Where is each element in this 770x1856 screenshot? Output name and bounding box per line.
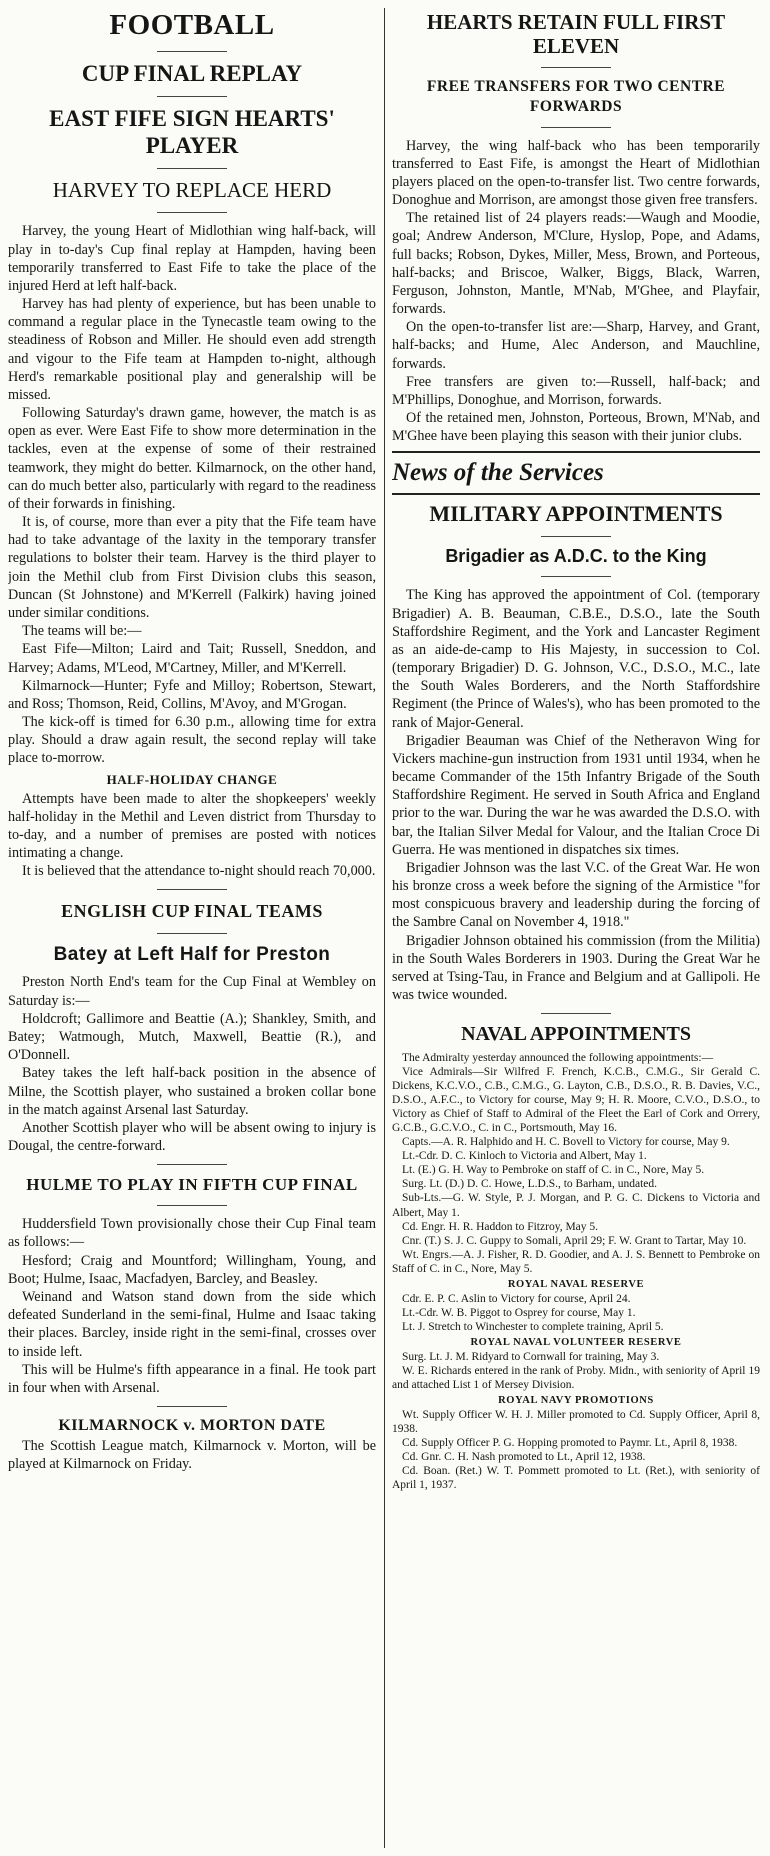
article-paragraph: Of the retained men, Johnston, Porteous, Brown, M'Nab, and M'Ghee have been playing this season with their junior clubs. [392, 410, 760, 445]
naval-paragraph: Sub-Lts.—G. W. Style, P. J. Morgan, and P. G. C. Dickens to Victoria and Albert, May 1. [392, 1192, 760, 1219]
team-list: East Fife—Milton; Laird and Tait; Russell, Sneddon, and Harvey; Adams, M'Leod, M'Cartney, Miller, and M'Kerrell. [8, 641, 376, 676]
article-paragraph: Batey takes the left half-back position in the absence of Milne, the Scottish player, who sustained a broken collar bone in the match against Arsenal last Saturday. [8, 1065, 376, 1118]
naval-paragraph: Lt. J. Stretch to Winchester to complete training, April 5. [402, 1320, 664, 1333]
article-paragraph: It is, of course, more than ever a pity that the Fife team have had to take advantage of the laxity in the temporary transfer regulations to bolster their team. Harvey is the third player to join the Methil club from First Division clubs this season, Duncan (St Johnstone) and M'Kerrell (Falkirk) having joined under similar conditions. [8, 514, 376, 621]
brigadier-heading: Brigadier as A.D.C. to the King [445, 545, 707, 566]
batey-heading: Batey at Left Half for Preston [53, 943, 331, 965]
news-of-the-services-banner: News of the Services [392, 459, 604, 487]
naval-paragraph: Surg. Lt. (D.) D. C. Howe, L.D.S., to Barham, undated. [402, 1178, 657, 1191]
divider [541, 1013, 611, 1014]
article-paragraph: Harvey, the young Heart of Midlothian wing half-back, will play in to-day's Cup final replay at Hampden, having been temporarily transferred to East Fife to take the place of the injured Herd at left half-back. [8, 223, 376, 294]
right-column [392, 10, 760, 1846]
article-paragraph: Another Scottish player who will be absent owing to injury is Dougal, the centre-forward. [8, 1119, 376, 1155]
article-paragraph: Brigadier Johnson obtained his commission (from the Militia) in the South Wales Borderers in 1903. During the Great War he served at Tsing-Tau, in France and Belgium and at Gallipoli. He was twice wounded. [392, 932, 760, 1004]
article-paragraph: Following Saturday's drawn game, however, the match is as open as ever. Were East Fife to show more determination in the tackles, even at the expense of some of their restrained teamwork, they might do better. Kilmarnock, on the other hand, can do much better also, particularly with regard to the readiness of their forwards in finishing. [8, 405, 376, 512]
divider [157, 933, 227, 934]
divider [157, 212, 227, 213]
east-fife-heading: EAST FIFE SIGN HEARTS' PLAYER [49, 106, 335, 158]
naval-appointments-heading: NAVAL APPOINTMENTS [461, 1023, 691, 1046]
article-paragraph: Weinand and Watson stand down from the side which defeated Sunderland in the semi-final, Hulme and Isaac taking their places. Barcley, inside right in the semi-final, crosses over to inside left. [8, 1288, 376, 1360]
article-paragraph: Attempts have been made to alter the shopkeepers' weekly half-holiday in the Methil and Leven district from Thursday to to-day, and a number of premises are posted with notices intimating a change. [8, 790, 376, 862]
article-paragraph: The kick-off is timed for 6.30 p.m., allowing time for extra play. Should a draw again result, the second replay will take place to-morrow. [8, 714, 376, 767]
column-rule [384, 8, 385, 1848]
english-cup-heading: ENGLISH CUP FINAL TEAMS [61, 901, 323, 922]
divider [541, 576, 611, 577]
naval-paragraph: Surg. Lt. J. M. Ridyard to Cornwall for training, May 3. [402, 1350, 660, 1363]
divider [541, 127, 611, 128]
article-paragraph: Harvey has had plenty of experience, but has been unable to command a regular place in the Tynecastle team owing to the steadiness of Robson and Miller. He should even add strength and vigour to the Fife team at Hampden to-night, although Herd's remarkable positional play and generalship will be missed. [8, 296, 376, 403]
article-paragraph: The King has approved the appointment of Col. (temporary Brigadier) A. B. Beauman, C.B.E., D.S.O., late the South Staffordshire Regiment, and the York and Lancaster Regiment as an aide-de-camp to His Majesty, in succession to Col. (temporary Brigadier) D. G. Johnson, V.C., D.S.O., M.C., late the South Wales Borderers, and the North Staffordshire Regiment (the Prince of Wales's), who has been promoted to the rank of Major-General. [392, 587, 760, 731]
divider [541, 67, 611, 68]
naval-paragraph: Lt.-Cdr. D. C. Kinloch to Victoria and Albert, May 1. [402, 1150, 647, 1163]
team-list: Holdcroft; Gallimore and Beattie (A.); Shankley, Smith, and Batey; Watmough, Mutch, Maxwell, Beattie (R.), and O'Donnell. [8, 1010, 376, 1064]
naval-paragraph: Wt. Supply Officer W. H. J. Miller promoted to Cd. Supply Officer, April 8, 1938. [392, 1408, 760, 1435]
football-heading: FOOTBALL [109, 10, 275, 41]
kilmarnock-heading: KILMARNOCK v. MORTON DATE [58, 1417, 326, 1435]
article-paragraph: It is believed that the attendance to-night should reach 70,000. [22, 863, 376, 880]
naval-paragraph: Cd. Boan. (Ret.) W. T. Pommett promoted to Lt. (Ret.), with seniority of April 1, 1937. [392, 1464, 760, 1491]
article-paragraph: Free transfers are given to:—Russell, half-back; and M'Phillips, Donoghue, and Morrison, forwards. [392, 373, 760, 408]
naval-paragraph: Cd. Supply Officer P. G. Hopping promoted to Paymr. Lt., April 8, 1938. [402, 1436, 738, 1449]
naval-paragraph: Cnr. (T.) S. J. C. Guppy to Somali, April 29; F. W. Grant to Tartar, May 10. [402, 1234, 747, 1247]
hulme-heading: HULME TO PLAY IN FIFTH CUP FINAL [26, 1175, 358, 1195]
article-paragraph: Brigadier Johnson was the last V.C. of the Great War. He won his bronze cross a week before the signing of the Armistice "for most conspicuous bravery and leadership during the forcing of the Sambre Canal on November 4, 1918." [392, 859, 760, 931]
naval-paragraph: The Admiralty yesterday announced the following appointments:— [402, 1052, 714, 1065]
article-paragraph: Preston North End's team for the Cup Final at Wembley on Saturday is:— [8, 974, 376, 1009]
harvey-article [8, 222, 376, 767]
section-rule [392, 493, 760, 495]
royal-navy-promotions-heading: ROYAL NAVY PROMOTIONS [498, 1394, 654, 1406]
naval-paragraph: Cdr. E. P. C. Aslin to Victory for course, April 24. [402, 1292, 631, 1305]
article-paragraph: On the open-to-transfer list are:—Sharp, Harvey, and Grant, half-backs; and Hume, Alec Anderson, and Mauchline, forwards. [392, 319, 760, 372]
article-paragraph: Brigadier Beauman was Chief of the Netheravon Wing for Vickers machine-gun instruction from 1931 until 1934, when he became Commander of the 15th Infantry Brigade of the South Staffordshire Regiment. He served in South Africa and England prior to the war. During the war he was awarded the D.S.O. with bar, the Italian Silver Medal for Valour, and the Italian Croce Di Guerra. He was mentioned in dispatches six times. [392, 732, 760, 858]
left-column [8, 10, 376, 1846]
divider [157, 96, 227, 97]
royal-naval-reserve-heading: ROYAL NAVAL RESERVE [507, 1278, 645, 1290]
team-list: Kilmarnock—Hunter; Fyfe and Milloy; Robertson, Stewart, and Ross; Thomson, Reid, Collins, M'Avoy, and M'Grogan. [8, 677, 376, 712]
cup-final-replay-heading: CUP FINAL REPLAY [81, 60, 303, 86]
hearts-heading: HEARTS RETAIN FULL FIRST ELEVEN [426, 10, 726, 59]
naval-paragraph: Cd. Gnr. C. H. Nash promoted to Lt., April 12, 1938. [402, 1450, 646, 1463]
section-rule [392, 451, 760, 453]
divider [157, 51, 227, 52]
rnvr-heading: ROYAL NAVAL VOLUNTEER RESERVE [470, 1336, 682, 1348]
article-paragraph: This will be Hulme's fifth appearance in a final. He took part in four when with Arsenal. [8, 1361, 376, 1396]
naval-paragraph: Lt.-Cdr. W. B. Piggot to Osprey for course, May 1. [402, 1306, 636, 1319]
naval-paragraph: Capts.—A. R. Halphido and H. C. Bovell to Victory for course, May 9. [402, 1136, 730, 1149]
half-holiday-heading: HALF-HOLIDAY CHANGE [106, 771, 278, 787]
divider [157, 889, 227, 890]
free-transfers-heading: FREE TRANSFERS FOR TWO CENTRE FORWARDS [426, 78, 726, 116]
harvey-heading: HARVEY TO REPLACE HERD [52, 178, 332, 203]
divider [157, 1406, 227, 1407]
naval-paragraph: Vice Admirals—Sir Wilfred F. French, K.C.B., C.M.G., Sir Gerald C. Dickens, K.C.V.O., C.B., C.M.G., G. Layton, C.B., D.S.O., R. B. Davies, V.C., D.S.O., A.F.C., to Victory for course, May 9; H. R. Moore, C.V.O., D.S.O., to Victory as Chief of Staff to Admiral of the Fleet the Earl of Cork and Orrery, G.C.B., G.C.V.O., C. in C., Portsmouth, May 16. [392, 1066, 760, 1135]
naval-paragraph: Cd. Engr. H. R. Haddon to Fitzroy, May 5. [402, 1220, 599, 1233]
naval-paragraph: W. E. Richards entered in the rank of Proby. Midn., with seniority of April 19 and attached List 1 of Mersey Division. [392, 1364, 760, 1391]
divider [157, 168, 227, 169]
divider [541, 536, 611, 537]
divider [157, 1205, 227, 1206]
article-paragraph: Huddersfield Town provisionally chose their Cup Final team as follows:— [8, 1216, 376, 1251]
divider [157, 1164, 227, 1165]
military-appointments-heading: MILITARY APPOINTMENTS [429, 501, 723, 527]
article-paragraph: Harvey, the wing half-back who has been temporarily transferred to East Fife, is amongst the Heart of Midlothian players placed on the open-to-transfer list. Two centre forwards, Donoghue and Morrison, are amongst those given free transfers. [392, 137, 760, 209]
team-list: Hesford; Craig and Mountford; Willingham, Young, and Boot; Hulme, Isaac, Macfadyen, Barcley, and Beasley. [8, 1252, 376, 1287]
article-paragraph: The Scottish League match, Kilmarnock v. Morton, will be played at Kilmarnock on Friday. [8, 1437, 376, 1472]
article-paragraph: The retained list of 24 players reads:—Waugh and Moodie, goal; Andrew Anderson, M'Clure, Hyslop, Pope, and Adams, full backs; Robson, Dykes, Miller, Mess, Brown, and Porteous, half-backs; and Briscoe, Walker, Biggs, Black, Warren, Ferguson, Johnston, Mantle, M'Nab, M'Ghee, and Playfair, forwards. [392, 210, 760, 318]
naval-paragraph: Wt. Engrs.—A. J. Fisher, R. D. Goodier, and A. J. S. Bennett to Pembroke on Staff of C. in C., Nore, May 5. [392, 1248, 760, 1275]
naval-paragraph: Lt. (E.) G. H. Way to Pembroke on staff of C. in C., Nore, May 5. [402, 1164, 705, 1177]
article-paragraph: The teams will be:— [22, 623, 142, 640]
